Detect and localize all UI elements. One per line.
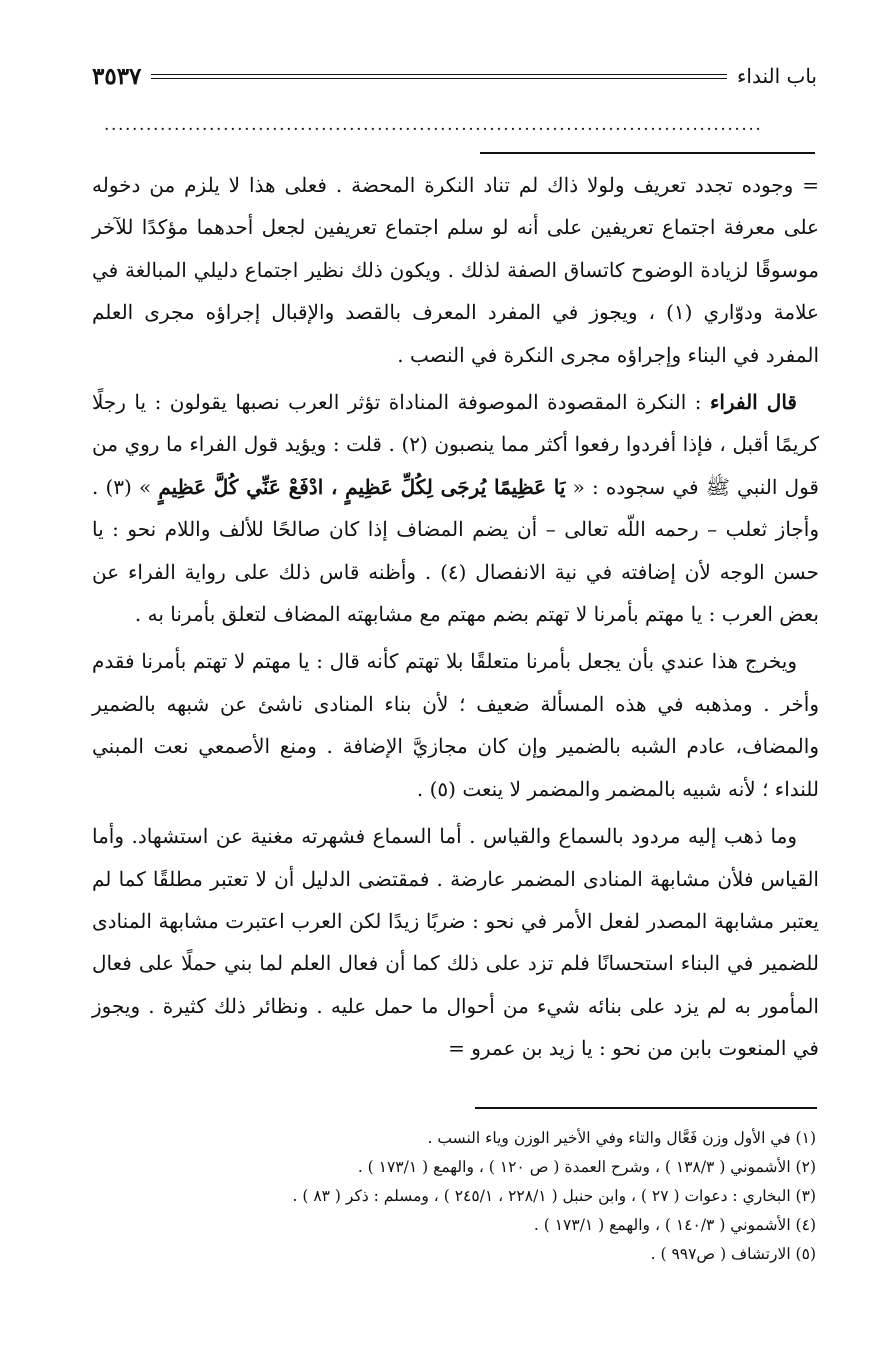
- footnote-separator: [475, 1107, 817, 1113]
- paragraph-4: وما ذهب إليه مردود بالسماع والقياس . أما السماع فشهرته مغنية عن استشهاد. وأما القياس فلأن مشابهة المنادى المضمر عارضة . فمقتضى الدليل أن لا تعتبر مطلقًا كما لم يعتبر مشابهة المصدر لفعل الأمر في نحو : ضربًا زيدًا لكن العرب اعتبرت مشابهة المنادى للضمير في البناء استحسانًا فلم تزد على ذلك كما أن فعال العلم لما بني حملًا على فعال المأمور به لم يزد على بنائه شيء من أحوال ما حمل عليه . ونظائر ذلك كثيرة . ويجوز في المنعوت بابن من نحو : يا زيد بن عمرو =: [92, 824, 819, 1061]
- main-text: [92, 164, 819, 1075]
- footnotes: [96, 1124, 816, 1269]
- chapter-title: باب النداء: [737, 64, 817, 88]
- paragraph-2-text-1: : النكرة المقصودة الموصوفة المناداة تؤثر العرب نصبها يقولون : يا رجلًا كريمًا أقبل ، فإذا أفردوا رفعوا أكثر مما ينصبون (٢) . قلت : ويؤيد قول الفراء ما روي من قول النبي ﷺ في سجوده : «: [92, 390, 819, 499]
- paragraph-3: ويخرج هذا عندي بأن يجعل بأمرنا متعلقًا بلا تهتم كأنه قال : يا مهتم لا تهتم بأمرنا فقدم وأخر . ومذهبه في هذه المسألة ضعيف ؛ لأن بناء المنادى ناشئ عن شبهه بالضمير والمضاف، عادم الشبه بالضمير وإن كان مجازيَّ الإضافة . ومنع الأصمعي نعت المبني للنداء ؛ لأنه شبيه بالمضمر والمضمر لا ينعت (٥) .: [92, 649, 819, 801]
- top-separator-line: [480, 152, 815, 154]
- page-number: ٣٥٣٧: [92, 62, 142, 90]
- paragraph-2-text-2: » (٣) . وأجاز ثعلب – رحمه اللّه تعالى – أن يضم المضاف إذا كان صالحًا للألف واللام نحو : يا حسن الوجه لأن إضافته في نية الانفصال (٤) . وأظنه قاس ذلك على رواية الفراء عن بعض العرب : يا مهتم بأمرنا لا تهتم بضم مهتم مع مشابهته المضاف لتعلق بأمرنا به .: [92, 474, 819, 627]
- footnote-5: (٥) الارتشاف ( ص٩٩٧ ) .: [650, 1245, 816, 1263]
- page-header: [92, 60, 817, 92]
- footnote-3: (٣) البخاري : دعوات ( ٢٧ ) ، وابن حنبل ( ٢٢٨/١ ، ٢٤٥/١ ) ، ومسلم : ذكر ( ٨٣ ) .: [292, 1187, 816, 1205]
- footnote-1: (١) في الأول وزن فَعَّال والتاء وفي الأخير الوزن وياء النسب .: [427, 1129, 816, 1147]
- footnote-4: (٤) الأشموني ( ١٤٠/٣ ) ، والهمع ( ١٧٣/١ ) .: [533, 1216, 816, 1234]
- footnote-2: (٢) الأشموني ( ١٣٨/٣ ) ، وشرح العمدة ( ص ١٢٠ ) ، والهمع ( ١٧٣/١ ) .: [357, 1158, 816, 1176]
- paragraph-2-lead: قال الفراء: [709, 390, 797, 415]
- dotted-separator: ..............................................................................................: [104, 118, 763, 132]
- header-rule: [151, 74, 727, 79]
- paragraph-1: = وجوده تجدد تعريف ولولا ذاك لم تناد النكرة المحضة . فعلى هذا لا يلزم من دخوله على معرفة اجتماع تعريفين على أنه لو سلم اجتماع تعريفين لجعل أحدهما مؤكدًا للآخر موسوقًا لزيادة الوضوح كاتساق الصفة لذلك . ويكون ذلك نظير اجتماع دليلي المبالغة في علامة ودوّاري (١) ، ويجوز في المفرد المعرف بالقصد والإقبال إجراؤه مجرى العلم المفرد في البناء وإجراؤه مجرى النكرة في النصب .: [92, 173, 819, 367]
- paragraph-2: [92, 381, 819, 635]
- hadith-quote: يَا عَظِيمًا يُرجَى لِكُلِّ عَظِيمٍ ، ادْفَعْ عَنِّي كُلَّ عَظِيمٍ: [158, 474, 566, 499]
